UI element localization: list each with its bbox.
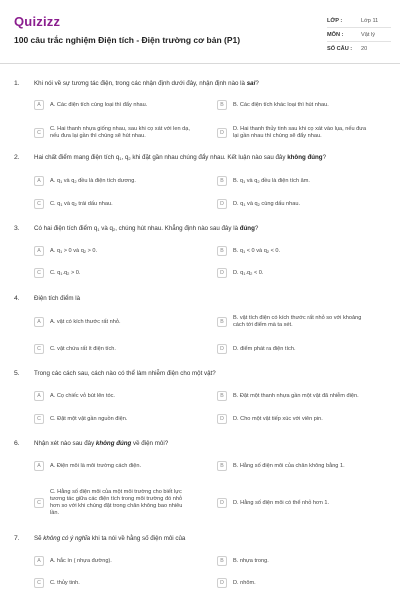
option-letter-box: B: [217, 556, 227, 566]
meta-value: Vật lý: [361, 31, 375, 38]
option-letter-box: B: [217, 391, 227, 401]
worksheet-title: 100 câu trắc nghiệm Điện tích - Điện trường cơ bản (P1): [14, 35, 241, 45]
question-number: 1.: [14, 80, 20, 87]
option-b[interactable]: [217, 173, 373, 189]
option-letter-box: C: [34, 578, 44, 588]
option-letter-box: A: [34, 100, 44, 110]
option-letter-box: B: [217, 317, 227, 327]
question-number: 7.: [14, 535, 20, 542]
option-text: D. Cho một vật tiếp xúc với viên pin.: [233, 415, 323, 422]
option-letter-box: A: [34, 556, 44, 566]
meta-label: SỐ CÂU :: [327, 46, 353, 52]
option-letter-box: B: [217, 461, 227, 471]
option-text: D. điểm phát ra điện tích.: [233, 345, 296, 352]
option-text: B. nhựa trong.: [233, 557, 269, 564]
option-letter-box: A: [34, 246, 44, 256]
option-letter-box: D: [217, 578, 227, 588]
option-text: A. Cọ chiếc vỏ bút lên tóc.: [50, 392, 115, 399]
option-text: B. Hằng số điện môi của chân không bằng 1.: [233, 462, 345, 469]
option-text: A. Điện môi là môi trường cách điện.: [50, 462, 142, 469]
option-letter-box: D: [217, 414, 227, 424]
option-text: C. thủy tinh.: [50, 579, 80, 586]
meta-value: Lớp 11: [361, 17, 379, 24]
option-b[interactable]: [217, 314, 373, 330]
question-text: Khi nói về sự tương tác điện, trong các nhận định dưới đây, nhận định nào là sai?: [34, 80, 259, 87]
option-text: D. $q_1$ và $q_2$ cùng dấu nhau.: [233, 200, 300, 207]
option-letter-box: D: [217, 498, 227, 508]
option-text: A. Các điện tích cùng loại thì đẩy nhau.: [50, 101, 148, 108]
option-text: A. $q_1 > 0$ và $q_2 > 0$.: [50, 247, 98, 254]
meta-label: LỚP :: [327, 17, 343, 24]
option-a[interactable]: [34, 314, 190, 330]
option-letter-box: A: [34, 391, 44, 401]
option-letter-box: C: [34, 268, 44, 278]
question-text: Sẽ không có ý nghĩa khi ta nói về hằng số điện môi của: [34, 535, 186, 542]
option-text: B. $q_1 < 0$ và $q_2 < 0$.: [233, 247, 281, 254]
meta-label: MÔN :: [327, 31, 344, 38]
option-c[interactable]: [34, 480, 190, 526]
question-number: 4.: [14, 295, 20, 302]
question-number: 2.: [14, 154, 20, 161]
option-c[interactable]: [34, 341, 190, 357]
option-letter-box: C: [34, 128, 44, 138]
question-text: Trong các cách sau, cách nào có thể làm nhiễm điện cho một vật?: [34, 370, 216, 377]
option-c[interactable]: [34, 411, 190, 427]
option-d[interactable]: [217, 118, 373, 148]
option-d[interactable]: [217, 480, 373, 526]
question-text: Có hai điện tích điểm $q_1$ và $q_2$, chúng hút nhau. Khẳng định nào sau đây là đúng?: [34, 225, 259, 232]
option-letter-box: B: [217, 100, 227, 110]
worksheet-header: [0, 0, 400, 64]
option-text: B. Các điện tích khác loại thì hút nhau.: [233, 101, 329, 108]
option-letter-box: D: [217, 268, 227, 278]
option-c[interactable]: [34, 265, 190, 281]
option-b[interactable]: [217, 553, 373, 569]
option-text: B. $q_1$ và $q_2$ đều là điện tích âm.: [233, 177, 310, 184]
option-b[interactable]: [217, 388, 373, 404]
option-text: C. Hai thanh nhựa giống nhau, sau khi cọ xát với len dạ, nếu đưa lại gần thì chúng sẽ hút nhau.: [50, 126, 190, 139]
question-number: 6.: [14, 440, 20, 447]
option-a[interactable]: [34, 458, 190, 474]
option-b[interactable]: [217, 458, 373, 474]
worksheet-meta: [327, 14, 391, 56]
option-c[interactable]: [34, 118, 190, 148]
question-number: 5.: [14, 370, 20, 377]
option-letter-box: C: [34, 199, 44, 209]
option-letter-box: C: [34, 498, 44, 508]
option-a[interactable]: [34, 388, 190, 404]
option-a[interactable]: [34, 173, 190, 189]
option-a[interactable]: [34, 243, 190, 259]
option-letter-box: C: [34, 344, 44, 354]
option-text: D. $q_1.q_2 < 0$.: [233, 269, 264, 276]
meta-row-question-count: [327, 42, 391, 56]
option-letter-box: D: [217, 199, 227, 209]
option-letter-box: D: [217, 128, 227, 138]
option-d[interactable]: [217, 196, 373, 212]
option-a[interactable]: [34, 553, 190, 569]
option-text: C. $q_1.q_2 > 0$.: [50, 269, 81, 276]
option-text: C. Hằng số điện môi của một môi trường cho biết lực tương tác giữa các điện tích trong môi trường đó nhỏ hơn so với khi chúng đặt trong chân không bao nhiêu lần.: [50, 489, 183, 516]
option-text: B. vật tích điện có kích thước rất nhỏ so với khoảng cách tới điểm mà ta xét.: [233, 315, 362, 328]
option-d[interactable]: [217, 575, 373, 591]
question-text: Điện tích điểm là: [34, 295, 81, 302]
option-letter-box: A: [34, 317, 44, 327]
option-text: D. Hằng số điện môi có thể nhỏ hơn 1.: [233, 499, 330, 506]
question-text: Hai chất điểm mang điện tích $q_1$, $q_2$ khi đặt gần nhau chúng đẩy nhau. Kết luận nào sau đây không đúng?: [34, 154, 327, 161]
option-letter-box: D: [217, 344, 227, 354]
option-text: A. $q_1$ và $q_2$ đều là điện tích dương.: [50, 177, 136, 184]
option-letter-box: B: [217, 246, 227, 256]
option-text: A. hắc ín ( nhựa đường).: [50, 557, 112, 564]
option-text: D. nhôm.: [233, 579, 256, 586]
question-text: Nhận xét nào sau đây không đúng về điện môi?: [34, 440, 169, 447]
option-letter-box: A: [34, 176, 44, 186]
question-number: 3.: [14, 225, 20, 232]
quizizz-logo: Quizizz: [14, 14, 61, 29]
option-b[interactable]: [217, 97, 373, 113]
option-d[interactable]: [217, 265, 373, 281]
option-d[interactable]: [217, 411, 373, 427]
option-letter-box: A: [34, 461, 44, 471]
option-text: C. $q_1$ và $q_2$ trái dấu nhau.: [50, 200, 113, 207]
option-b[interactable]: [217, 243, 373, 259]
meta-row-subject: [327, 28, 391, 42]
option-text: D. Hai thanh thủy tinh sau khi cọ xát vào lụa, nếu đưa lại gần nhau thì chúng sẽ đẩy nhau.: [233, 126, 367, 139]
option-a[interactable]: [34, 97, 190, 113]
meta-row-class: [327, 14, 391, 28]
option-text: C. vật chứa rất ít điện tích.: [50, 345, 116, 352]
option-d[interactable]: [217, 341, 373, 357]
option-text: B. Đặt một thanh nhựa gần một vật đã nhiễm điện.: [233, 392, 359, 399]
option-c[interactable]: [34, 575, 190, 591]
option-c[interactable]: [34, 196, 190, 212]
option-letter-box: C: [34, 414, 44, 424]
meta-value: 20: [361, 46, 368, 52]
option-text: A. vật có kích thước rất nhỏ.: [50, 318, 121, 325]
option-text: C. Đặt một vật gần nguồn điện.: [50, 415, 128, 422]
option-letter-box: B: [217, 176, 227, 186]
